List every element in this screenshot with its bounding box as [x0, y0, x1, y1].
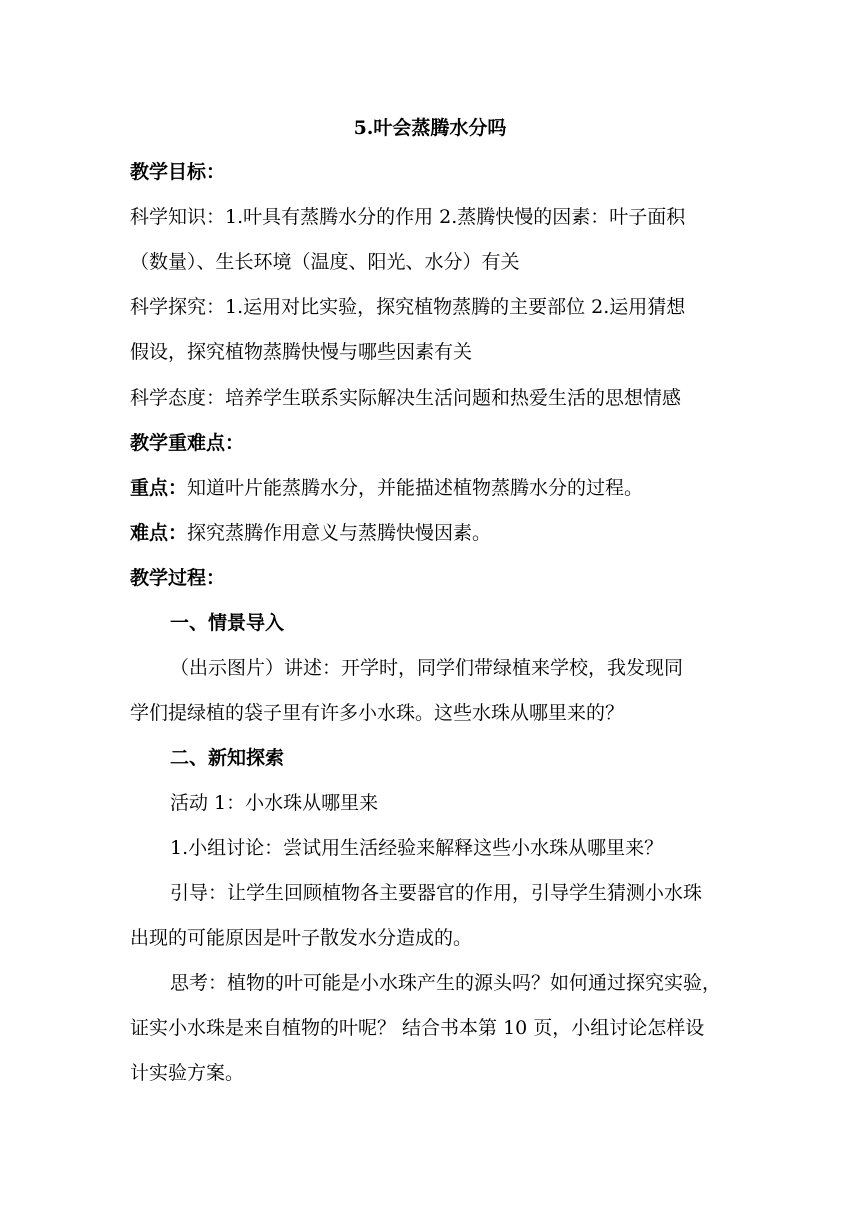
difficult-point-text: 探究蒸腾作用意义与蒸腾快慢因素。 — [187, 522, 492, 544]
objectives-heading: 教学目标： — [130, 161, 226, 183]
process-heading: 教学过程： — [130, 567, 226, 589]
difficult-point — [130, 521, 491, 545]
difficult-point-label: 难点： — [130, 522, 188, 544]
section1-heading: 一、情景导入 — [170, 612, 285, 634]
key-point-label: 重点： — [130, 477, 188, 499]
knowledge-line-2: （数量）、生长环境（温度、阳光、水分）有关 — [130, 251, 520, 273]
think-line-2: 证实小水珠是来自植物的叶呢？ 结合书本第 10 页，小组讨论怎样设 — [130, 1017, 705, 1039]
knowledge-line-1: 科学知识：1.叶具有蒸腾水分的作用 2.蒸腾快慢的因素：叶子面积 — [130, 206, 686, 228]
think-line-1: 思考：植物的叶可能是小水珠产生的源头吗？如何通过探究实验， — [170, 972, 722, 994]
inquiry-line-1: 科学探究：1.运用对比实验，探究植物蒸腾的主要部位 2.运用猜想 — [130, 296, 686, 318]
guide-line-1: 引导：让学生回顾植物各主要器官的作用，引导学生猜测小水珠 — [170, 882, 703, 904]
section1-line-1: （出示图片）讲述：开学时，同学们带绿植来学校，我发现同 — [170, 657, 684, 679]
discuss-line: 1.小组讨论：尝试用生活经验来解释这些小水珠从哪里来？ — [170, 837, 664, 859]
attitude-line: 科学态度：培养学生联系实际解决生活问题和热爱生活的思想情感 — [130, 387, 682, 409]
key-heading: 教学重难点： — [130, 432, 245, 454]
key-point-text: 知道叶片能蒸腾水分，并能描述植物蒸腾水分的过程。 — [187, 477, 644, 499]
guide-line-2: 出现的可能原因是叶子散发水分造成的。 — [130, 927, 473, 949]
page-title: 5.叶会蒸腾水分吗 — [353, 117, 507, 139]
key-point — [130, 476, 643, 500]
think-line-3: 计实验方案。 — [130, 1062, 245, 1084]
section1-line-2: 学们提绿植的袋子里有许多小水珠。这些水珠从哪里来的？ — [130, 702, 625, 724]
activity-line: 活动 1：小水珠从哪里来 — [170, 792, 379, 814]
section2-heading: 二、新知探索 — [170, 747, 285, 769]
inquiry-line-2: 假设，探究植物蒸腾快慢与哪些因素有关 — [130, 341, 473, 363]
